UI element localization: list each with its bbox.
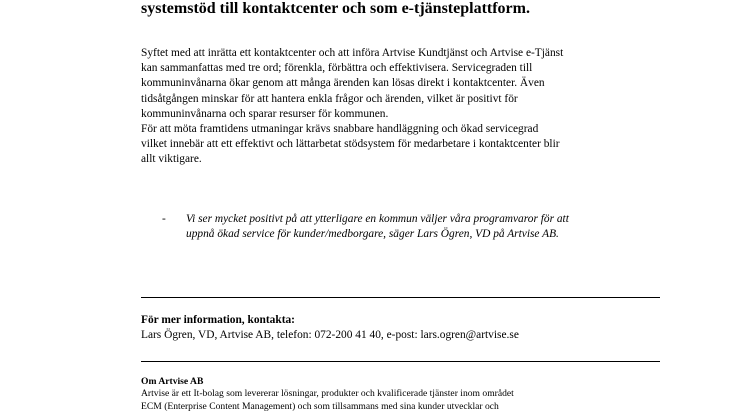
body-paragraph <box>141 46 681 168</box>
body-line: kommuninvånarna ökar genom att många ärenden kan lösas direkt i kontaktcenter. Även <box>141 77 545 90</box>
contact-section <box>141 313 519 343</box>
headline-line-2: systemstöd till kontaktcenter och som e-tjänsteplattform. <box>141 0 530 17</box>
contact-heading: För mer information, kontakta: <box>141 314 295 326</box>
quote-dash: - <box>162 213 166 225</box>
about-line-1: Artvise är ett It-bolag som levererar lösningar, produkter och kvalificerade tjänster inom området <box>141 388 514 400</box>
quote-text <box>186 212 682 242</box>
about-heading: Om Artvise AB <box>141 376 204 387</box>
body-line: kommuninvånarna och sparar resurser för kommunen. <box>141 107 389 120</box>
about-section <box>141 376 514 413</box>
press-release-headline <box>141 0 701 18</box>
quote-line-1: Vi ser mycket positivt på att ytterligare en kommun väljer våra programvaror för att <box>186 213 569 225</box>
contact-details: Lars Ögren, VD, Artvise AB, telefon: 072-200 41 40, e-post: lars.ogren@artvise.se <box>141 329 519 341</box>
quote-line-2: uppnå ökad service för kunder/medborgare, säger Lars Ögren, VD på Artvise AB. <box>186 228 559 241</box>
divider <box>141 297 660 298</box>
body-line: kan sammanfattas med tre ord; förenkla, förbättra och effektivisera. Servicegraden till <box>141 62 533 75</box>
quote-block <box>162 212 682 242</box>
body-line: vilket innebär att ett effektivt och lättarbetat stödsystem för medarbetare i kontaktcenter blir <box>141 138 560 151</box>
about-line-2: ECM (Enterprise Content Management) och som tillsammans med sina kunder utvecklar och <box>141 400 499 412</box>
body-line: allt viktigare. <box>141 153 202 166</box>
body-line: För att möta framtidens utmaningar krävs snabbare handläggning och ökad servicegrad <box>141 123 539 136</box>
divider <box>141 361 660 362</box>
body-line: Syftet med att inrätta ett kontaktcenter och att införa Artvise Kundtjänst och Artvise e-Tjänst <box>141 47 564 59</box>
body-line: tidsåtgången minskar för att hantera enkla frågor och ärenden, vilket är positivt för <box>141 92 518 105</box>
